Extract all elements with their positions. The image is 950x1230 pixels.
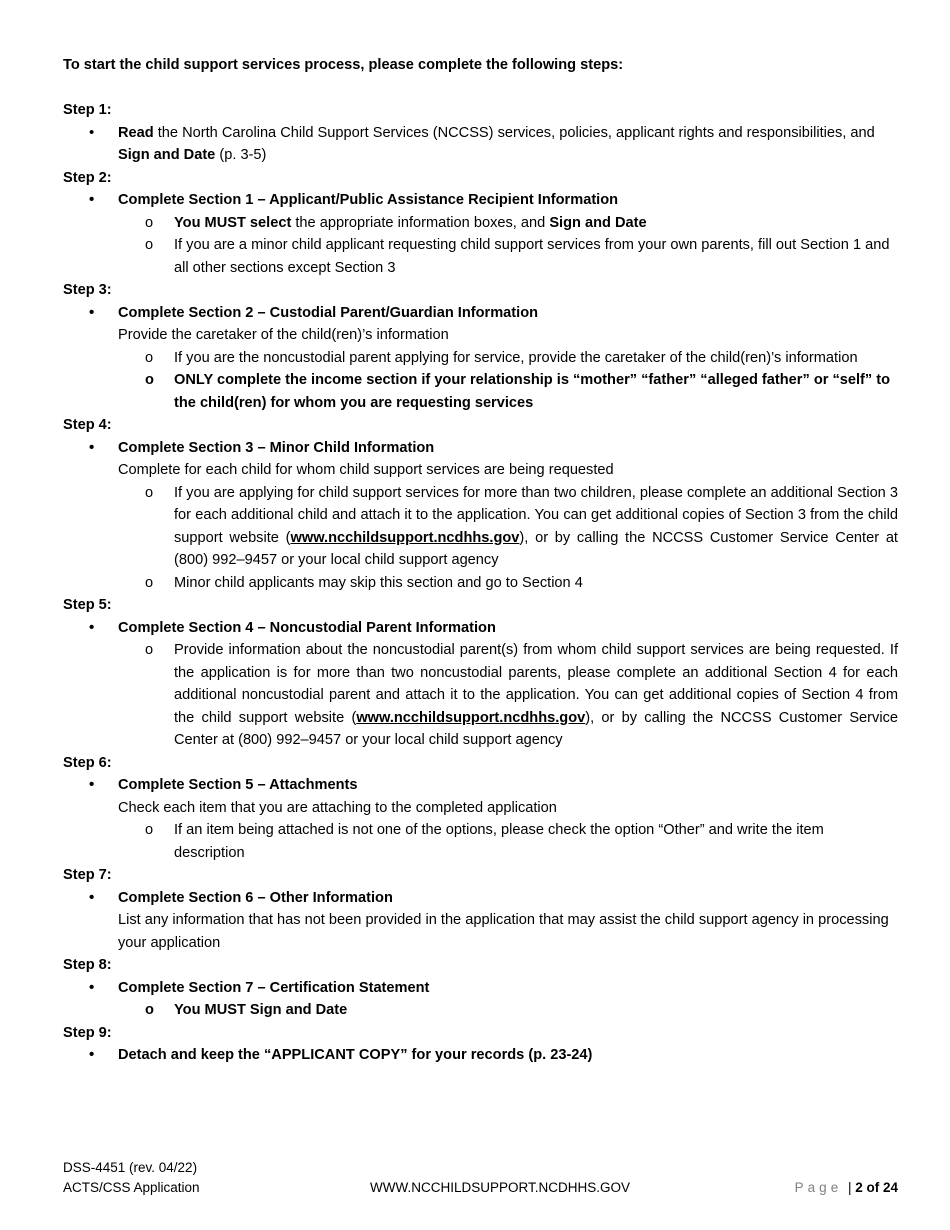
step-6-text: Check each item that you are attaching to the completed application: [118, 799, 557, 816]
step-6-sub-1: o If an item being attached is not one of the options, please check the option “Other” and write the item description: [63, 819, 898, 864]
step-4-sub-2: o Minor child applicants may skip this section and go to Section 4: [63, 572, 898, 595]
step-6-bullet: • Complete Section 5 – Attachments: [63, 774, 898, 797]
step-9-label: Step 9:: [63, 1024, 112, 1041]
step-5-label: Step 5:: [63, 597, 112, 613]
step-3-bullet: • Complete Section 2 – Custodial Parent/Guardian Information: [63, 302, 898, 325]
form-name: ACTS/CSS Application: [63, 1179, 200, 1195]
step-4-sub-1: o If you are applying for child support services for more than two children, please complete an additional Section 3 for each additional child and attach it to the application. You can get additional copies of Section 3 from the child support website (www.ncchildsupport.ncdhhs.gov), or by calling the NCCSS Customer Service Center at (800) 992–9457 or your local child support agency: [63, 482, 898, 572]
page-separator: |: [844, 1179, 856, 1195]
step-2-sub-2: o If you are a minor child applicant requesting child support services from your own parents, fill out Section 1 and all other sections except Section 3: [63, 234, 898, 279]
step-7-text: List any information that has not been provided in the application that may assist the child support agency in processing your application: [118, 912, 889, 951]
instructions-body: [63, 54, 898, 1067]
step-3-sub-2: o ONLY complete the income section if your relationship is “mother” “father” “alleged father” or “self” to the child(ren) for whom you are requesting services: [63, 369, 898, 414]
step-8-label: Step 8:: [63, 957, 112, 973]
step-6-label: Step 6:: [63, 754, 112, 771]
step-8-sub-1: o You MUST Sign and Date: [63, 999, 898, 1022]
page-word: Page: [794, 1179, 843, 1195]
form-id: [63, 1158, 200, 1197]
step-2-label: Step 2:: [63, 169, 112, 186]
step-2-bullet: • Complete Section 1 – Applicant/Public Assistance Recipient Information: [63, 189, 898, 212]
step-5-bullet: • Complete Section 4 – Noncustodial Parent Information: [63, 617, 898, 640]
step-5-sub-1: o Provide information about the noncustodial parent(s) from whom child support services are being requested. If the application is for more than two noncustodial parents, please complete an additional Section 4 for each additional noncustodial parent and attach it to the application. You can get additional copies of Section 4 from the child support website (www.ncchildsupport.ncdhhs.gov), or by calling the NCCSS Customer Service Center at (800) 992–9457 or your local child support agency: [63, 639, 898, 752]
form-number: DSS-4451 (rev. 04/22): [63, 1160, 198, 1175]
step-9-bullet: • Detach and keep the “APPLICANT COPY” for your records (p. 23-24): [63, 1044, 898, 1067]
step-4-bullet: • Complete Section 3 – Minor Child Information: [63, 437, 898, 460]
website-link[interactable]: www.ncchildsupport.ncdhhs.gov: [290, 529, 520, 546]
step-3-label: Step 3:: [63, 282, 112, 298]
step-2-sub-1: o You MUST select the appropriate information boxes, and Sign and Date: [63, 212, 898, 235]
page-indicator: [795, 1178, 898, 1198]
step-4-label: Step 4:: [63, 417, 112, 433]
footer-website: WWW.NCCHILDSUPPORT.NCDHHS.GOV: [370, 1179, 631, 1195]
step-3-text: Provide the caretaker of the child(ren)’s information: [118, 327, 449, 343]
step-7-label: Step 7:: [63, 867, 112, 883]
step-4-text: Complete for each child for whom child support services are being requested: [118, 462, 614, 478]
step-8-bullet: • Complete Section 7 – Certification Statement: [63, 977, 898, 1000]
step-7-bullet: • Complete Section 6 – Other Information: [63, 887, 898, 910]
step-1-label: Step 1:: [63, 102, 112, 118]
step-1-bullet: • Read the North Carolina Child Support Services (NCCSS) services, policies, applicant rights and responsibilities, and Sign and Date (p. 3-5): [63, 122, 898, 167]
step-3-sub-1: o If you are the noncustodial parent applying for service, provide the caretaker of the child(ren)’s information: [63, 347, 898, 370]
intro-heading: To start the child support services process, please complete the following steps:: [63, 57, 624, 73]
website-link[interactable]: www.ncchildsupport.ncdhhs.gov: [356, 709, 586, 726]
page-number: 2 of 24: [855, 1179, 898, 1195]
